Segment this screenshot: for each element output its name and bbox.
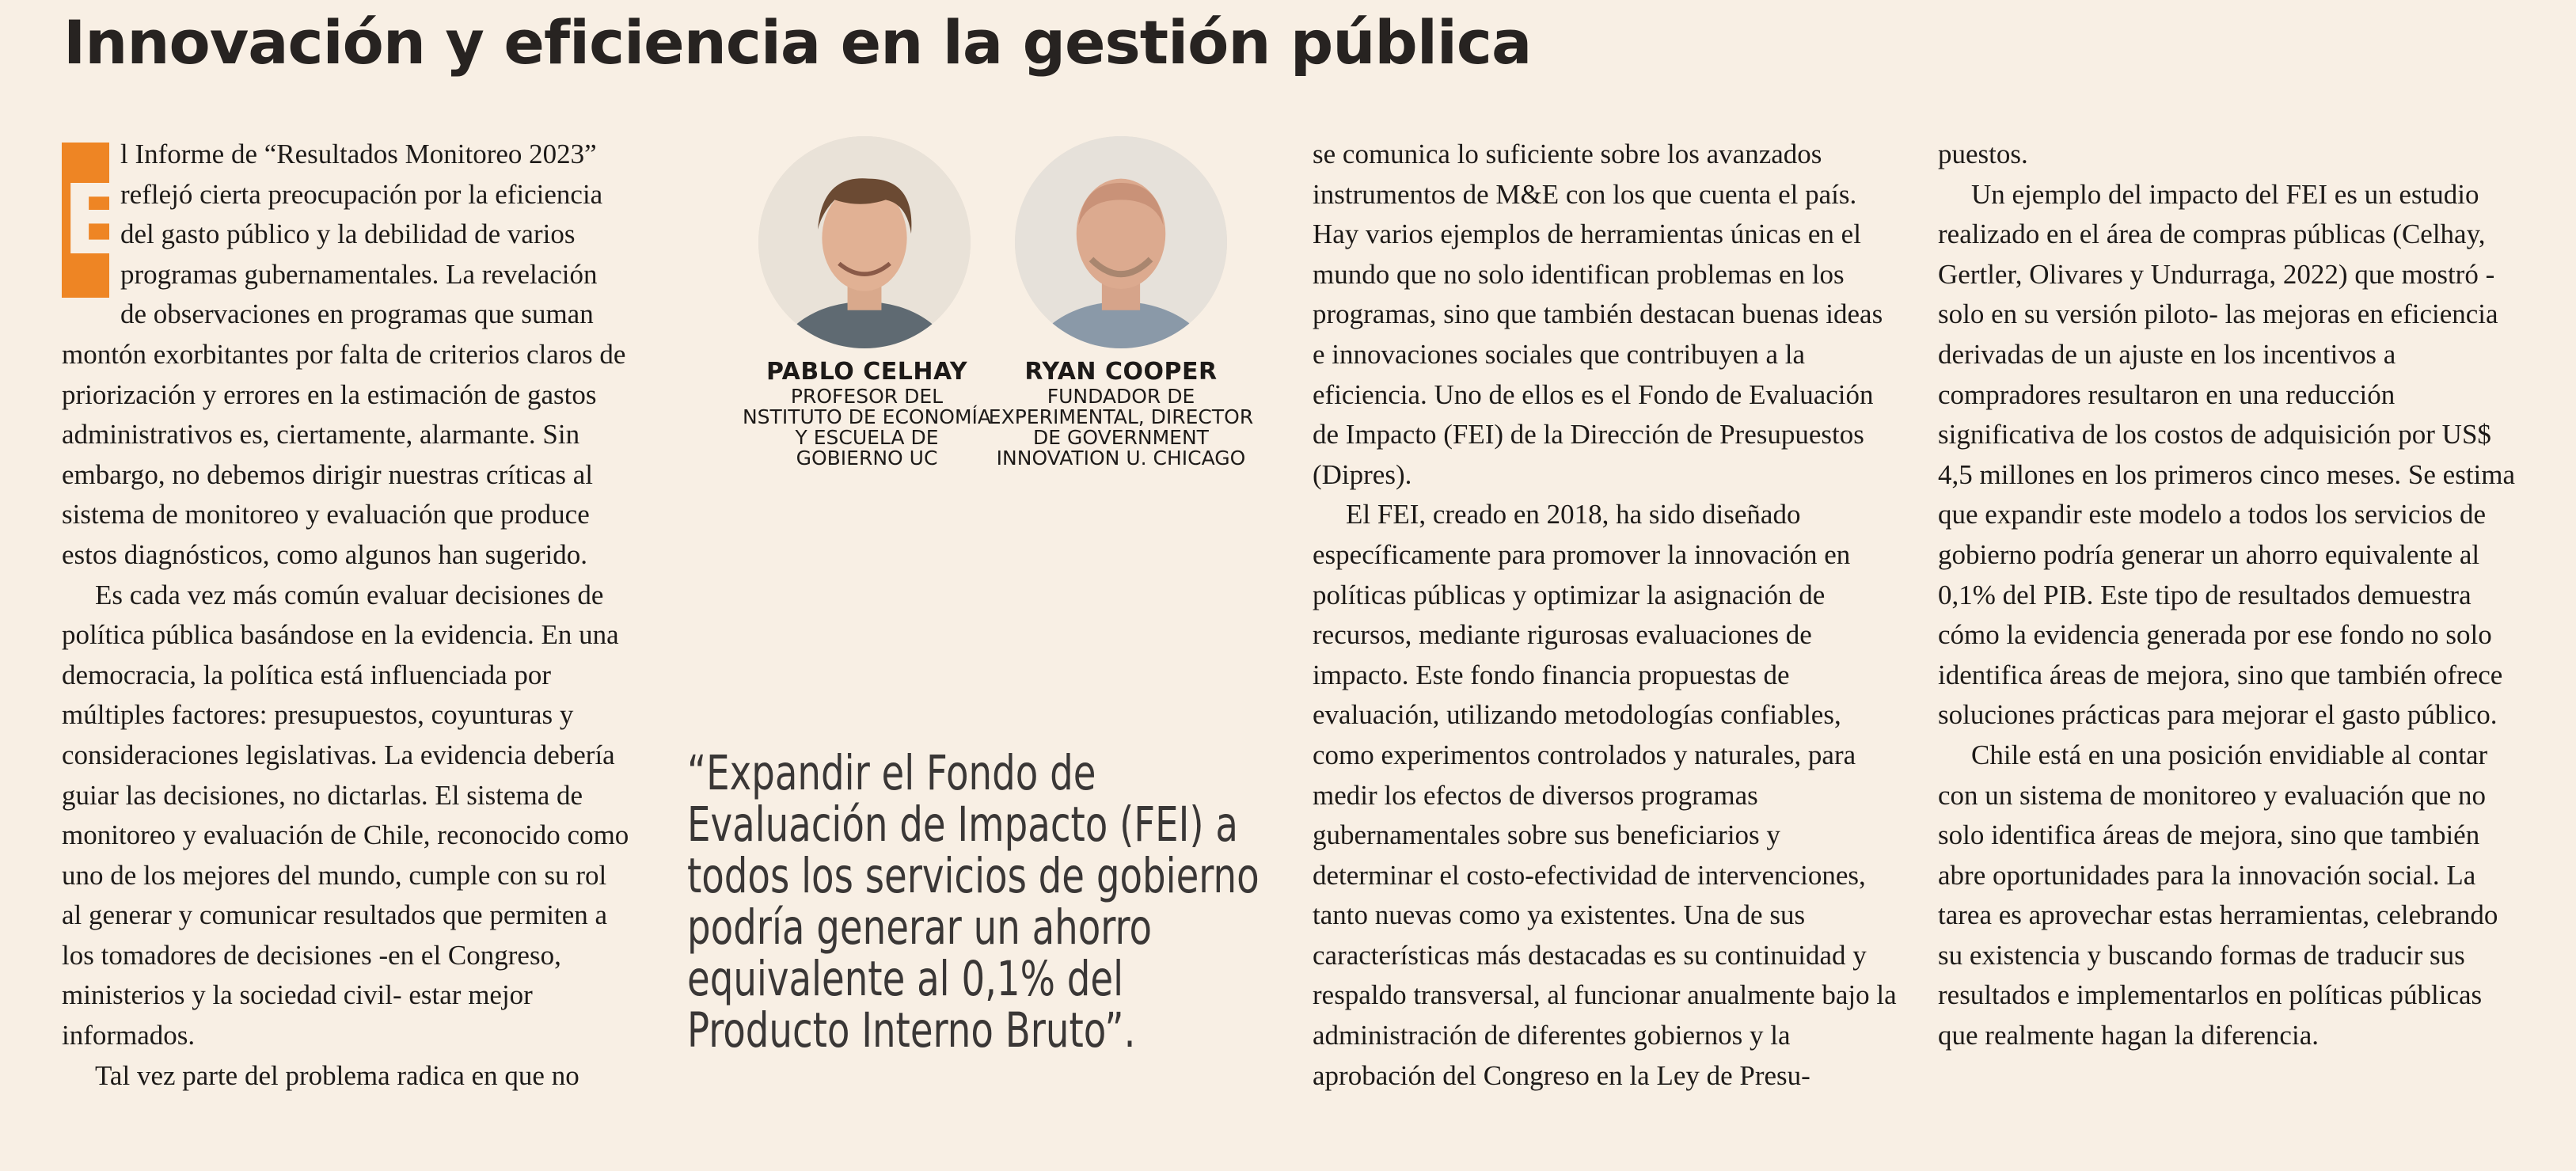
article-column-4: [1938, 135, 2524, 1056]
article-column-1: [62, 135, 630, 1096]
article-column-3: [1313, 135, 1898, 1096]
author-name: PABLO CELHAY: [766, 358, 968, 386]
author-title-line: EXPERIMENTAL, DIRECTOR: [988, 405, 1254, 428]
author-title-line: PROFESOR DEL: [790, 385, 944, 408]
author-title-line: GOBIERNO UC: [796, 447, 938, 470]
article-paragraph: Chile está en una posición envidiable al contar con un sistema de monitoreo y evaluación que no solo identifica áreas de mejora, sino que también abre oportunidades para la innovación social. La tarea es aprovechar estas herramientas, celebrando su existencia y buscando formas de traducir sus resultados e implementarlos en políticas públicas que realmente hagan la diferencia.: [1938, 739, 2498, 1051]
author-name: RYAN COOPER: [1024, 358, 1218, 386]
article-paragraph: Es cada vez más común evaluar decisiones de política pública basándose en la evidencia. En una democracia, la política está influenciada por múltiples factores: presupuestos, coyunturas y consideraciones legislativas. La evidencia debería guiar las decisiones, no dictarlas. El sistema de monitoreo y evaluación de Chile, reconocido como uno de los mejores del mundo, cumple con su rol al generar y comunicar resultados que permiten a los tomadores de decisiones -en el Congreso, ministerios y la sociedad civil- estar mejor informados.: [62, 579, 629, 1051]
author-title-line: NSTITUTO DE ECONOMÍA: [742, 405, 992, 428]
pull-quote: “Expandir el Fondo de Evaluación de Impacto (FEI) a todos los servicios de gobierno podría generar un ahorro equivalente al 0,1% del Producto Interno Bruto”.: [687, 745, 1260, 1059]
article-paragraph: Tal vez parte del problema radica en que no: [95, 1059, 579, 1091]
portrait-photo-icon: [758, 136, 971, 348]
author-title-line: INNOVATION U. CHICAGO: [996, 447, 1246, 470]
article-paragraph: [62, 135, 630, 576]
paragraph-text: l Informe de “Resultados Monitoreo 2023” reflejó cierta preocupación por la eficiencia del gasto público y la debilidad de varios programas gubernamentales. La revelación de observaciones en programas que suman montón exorbitantes por falta de criterios claros de priorización y errores en la estimación de gastos administrativos es, ciertamente, alarmante. Sin embargo, no debemos dirigir nuestras críticas al sistema de monitoreo y evaluación que produce estos diagnósticos, como algunos han sugerido.: [62, 139, 626, 570]
author-title-line: DE GOVERNMENT: [1033, 426, 1209, 449]
portrait-photo-icon: [1015, 136, 1227, 348]
author-title-line: FUNDADOR DE: [1047, 385, 1195, 408]
article-paragraph: Un ejemplo del impacto del FEI es un estudio realizado en el área de compras públicas (Celhay, Gertler, Olivares y Undurraga, 2022) que mostró -solo en su versión piloto- las mejoras en eficiencia derivadas de un ajuste en los incentivos a compradores resultaron en una reducción significativa de los costos de adquisición por US$ 4,5 millones en los primeros cinco meses. Se estima que expandir este modelo a todos los servicios de gobierno podría generar un ahorro equivalente al 0,1% del PIB. Este tipo de resultados demuestra cómo la evidencia generada por ese fondo no solo identifica áreas de mejora, sino que también ofrece soluciones prácticas para mejorar el gasto público.: [1938, 178, 2516, 731]
article-paragraph: se comunica lo suficiente sobre los avanzados instrumentos de M&E con los que cuenta el país. Hay varios ejemplos de herramientas únicas en el mundo que no solo identifican problemas en los programas, sino que también destacan buenas ideas e innovaciones sociales que contribuyen a la eficiencia. Uno de ellos es el Fondo de Evaluación de Impacto (FEI) de la Dirección de Presupuestos (Dipres).: [1313, 139, 1883, 490]
author-photo-pablo-celhay: [758, 136, 971, 348]
drop-cap: E: [62, 143, 109, 298]
author-title-line: Y ESCUELA DE: [795, 426, 939, 449]
article-paragraph: El FEI, creado en 2018, ha sido diseñado específicamente para promover la innovación en políticas públicas y optimizar la asignación de recursos, mediante rigurosas evaluaciones de impacto. Este fondo financia propuestas de evaluación, utilizando metodologías confiables, como experimentos controlados y naturales, para medir los efectos de diversos programas gubernamentales sobre sus beneficiarios y determinar el costo-efectividad de intervenciones, tanto nuevas como ya existentes. Una de sus características más destacadas es su continuidad y respaldo transversal, al funcionar anualmente bajo la administración de diferentes gobiernos y la aprobación del Congreso en la Ley de Presu-: [1313, 499, 1897, 1091]
author-photo-ryan-cooper: [1015, 136, 1227, 348]
article-paragraph: puestos.: [1938, 139, 2028, 169]
headline: Innovación y eficiencia en la gestión pública: [63, 7, 1532, 78]
author-caption-2: [974, 358, 1268, 469]
